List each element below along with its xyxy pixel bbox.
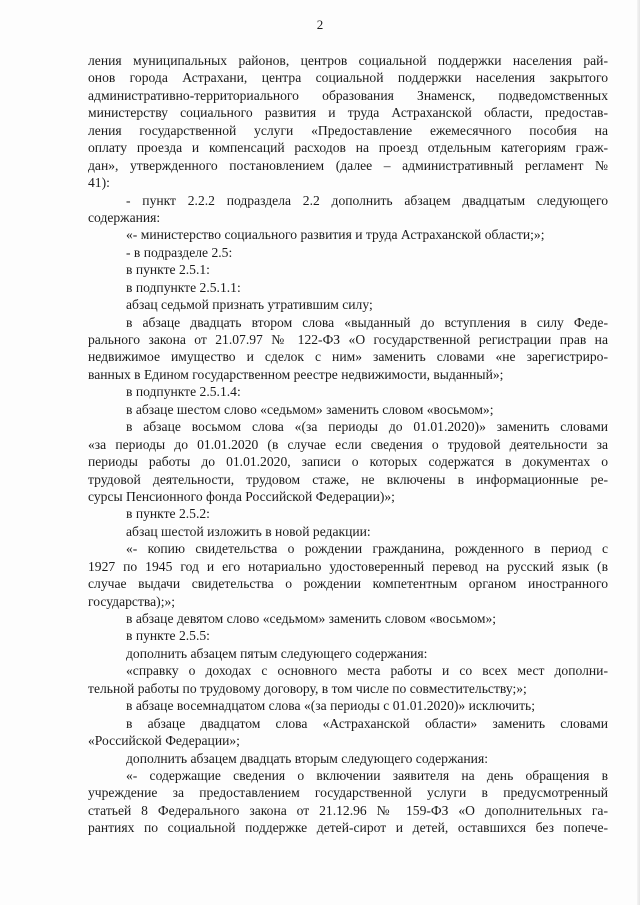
- text-line: дополнить абзацем пятым следующего содержания:: [126, 645, 428, 661]
- text-line: 41):: [88, 175, 110, 191]
- text-line: «Российской Федерации»;: [88, 733, 240, 749]
- text-line: «- министерство социального развития и труда Астраханской области;»;: [126, 227, 545, 243]
- text-line: абзац шестой изложить в новой редакции:: [126, 523, 371, 539]
- text-line: абзац седьмой признать утратившим силу;: [126, 297, 373, 313]
- text-line: периоды работы до 01.01.2020, записи о которых содержатся в документах о: [88, 454, 608, 470]
- text-line: в пункте 2.5.1:: [126, 262, 210, 278]
- text-line: дан», утвержденного постановлением (далее – административный регламент №: [88, 157, 608, 173]
- text-line: - пункт 2.2.2 подраздела 2.2 дополнить абзацем двадцатым следующего: [126, 192, 608, 208]
- text-line: дополнить абзацем двадцать вторым следующего содержания:: [126, 750, 488, 766]
- text-line: в абзаце девятом слово «седьмом» заменить словом «восьмом»;: [126, 611, 497, 626]
- text-line: тельной работы по трудовому договору, в том числе по совместительству;»;: [88, 680, 527, 696]
- text-line: оплату проезда и компенсаций расходов на проезд отдельным категориям граж-: [88, 140, 608, 156]
- page-number: 2: [316, 17, 324, 32]
- text-line: учреждение за предоставлением государственной услуги в предусмотренный: [88, 785, 608, 801]
- text-line: в пункте 2.5.2:: [126, 506, 210, 522]
- text-line: в абзаце восемнадцатом слова «(за периоды с 01.01.2020)» исключить;: [126, 698, 535, 714]
- text-line: - в подразделе 2.5:: [126, 244, 233, 260]
- text-line: в абзаце двадцать втором слова «выданный до вступления в силу Феде-: [126, 314, 608, 330]
- text-line: содержания:: [88, 209, 161, 225]
- text-line: 1927 по 1945 год и его нотариально удостоверенный перевод на русский язык (в: [88, 558, 608, 574]
- text-line: государства);»;: [88, 593, 176, 609]
- text-line: статьей 8 Федерального закона от 21.12.96 № 159-ФЗ «О дополнительных га-: [88, 802, 608, 818]
- text-line: ления муниципальных районов, центров социальной поддержки населения рай-: [88, 53, 608, 68]
- text-line: трудовой деятельности, трудовом стаже, не включены в информационные ре-: [88, 471, 608, 487]
- text-line: административно-территориального образования Знаменск, подведомственных: [88, 87, 608, 103]
- text-line: в абзаце двадцатом слова «Астраханской области» заменить словами: [126, 715, 608, 731]
- text-line: недвижимое имущество и сделок с ним» заменить словами «не зарегистриро-: [88, 349, 608, 365]
- text-line: «- содержащие сведения о включении заявителя на день обращения в: [126, 767, 608, 783]
- text-line: министерству социального развития и труда Астраханской области, предостав-: [88, 105, 608, 121]
- text-line: в абзаце восьмом слова «(за периоды до 01.01.2020)» заменить словами: [126, 419, 608, 435]
- text-line: ления государственной услуги «Предоставление ежемесячного пособия на: [88, 122, 608, 138]
- text-line: сурсы Пенсионного фонда Российской Федерации)»;: [88, 488, 395, 504]
- text-line: «за периоды до 01.01.2020 (в случае если сведения о трудовой деятельности за: [88, 436, 608, 452]
- text-line: «- копию свидетельства о рождении гражданина, рожденного в период с: [126, 541, 608, 557]
- text-line: в подпункте 2.5.1.1:: [126, 279, 241, 295]
- text-line: ванных в Едином государственном реестре недвижимости, выданный»;: [88, 366, 504, 382]
- text-line: «справку о доходах с основного места работы и со всех мест дополни-: [126, 663, 608, 679]
- document-body: [88, 52, 608, 837]
- text-line: в пункте 2.5.5:: [126, 628, 210, 644]
- text-line: рального закона от 21.07.97 № 122-ФЗ «О государственной регистрации прав на: [88, 332, 608, 347]
- text-line: случае выдачи свидетельства о рождении компетентным органом иностранного: [88, 576, 608, 592]
- text-line: рантиях по социальной поддержке детей-сирот и детей, оставшихся без попече-: [88, 820, 608, 836]
- text-line: в абзаце шестом слово «седьмом» заменить словом «восьмом»;: [126, 401, 494, 417]
- text-line: в подпункте 2.5.1.4:: [126, 384, 241, 400]
- text-line: онов города Астрахани, центра социальной поддержки населения закрытого: [88, 70, 608, 86]
